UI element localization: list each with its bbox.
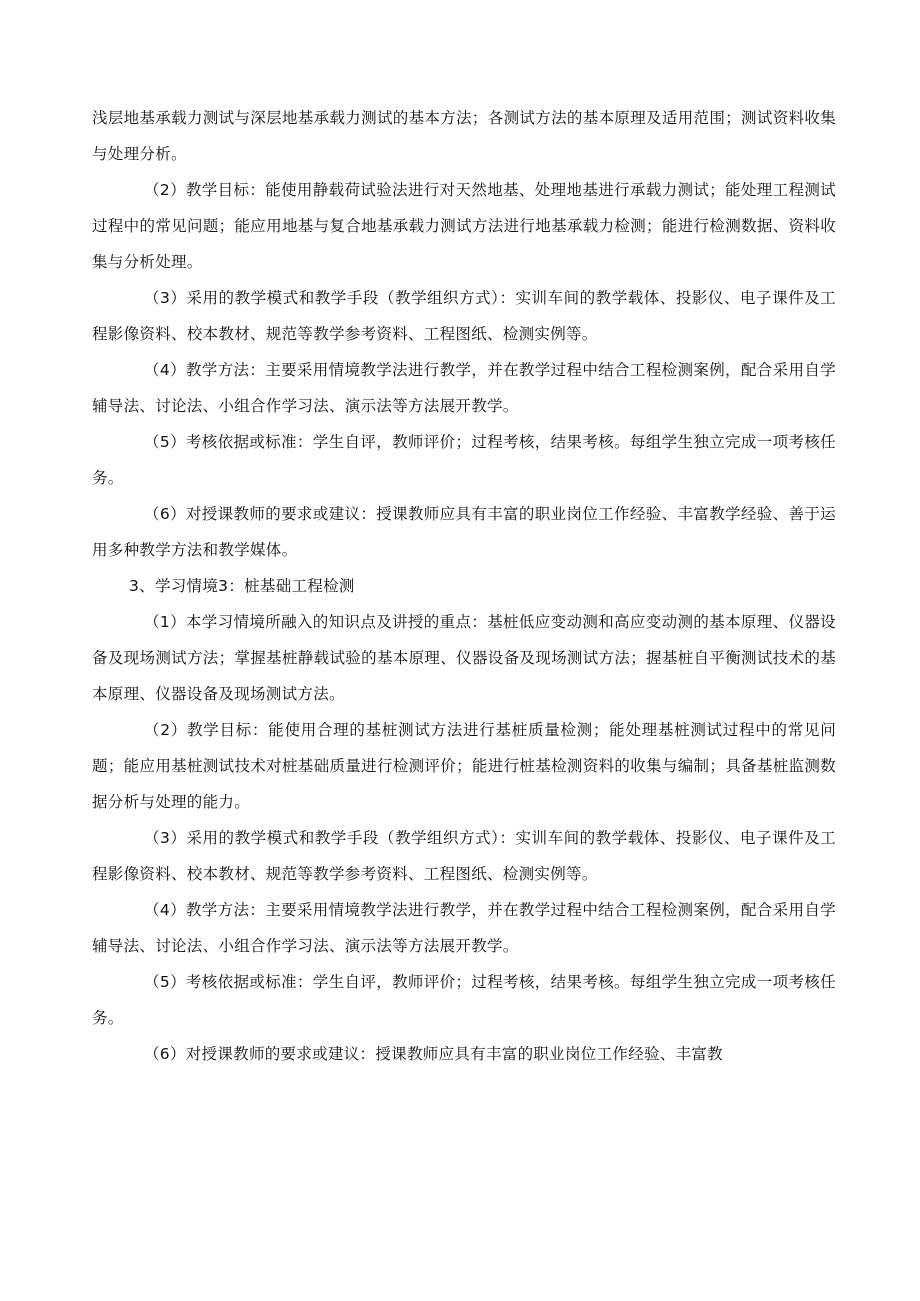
paragraph-teacher-requirements-2: （6）对授课教师的要求或建议：授课教师应具有丰富的职业岗位工作经验、丰富教学经验、善于运用多种教学方法和教学媒体。 xyxy=(92,505,836,559)
paragraph-knowledge-points-3: （1）本学习情境所融入的知识点及讲授的重点：基桩低应变动测和高应变动测的基本原理、仪器设备及现场测试方法；掌握基桩静载试验的基本原理、仪器设备及现场测试方法；握基桩自平衡测试技术的基本原理、仪器设备及现场测试方法。 xyxy=(92,613,836,703)
paragraph-teacher-requirements-3: （6）对授课教师的要求或建议：授课教师应具有丰富的职业岗位工作经验、丰富教 xyxy=(144,1045,723,1063)
section-heading-situation-3: 3、学习情境3：桩基础工程检测 xyxy=(129,577,355,595)
paragraph-continuation: 浅层地基承载力测试与深层地基承载力测试的基本方法；各测试方法的基本原理及适用范围；测试资料收集与处理分析。 xyxy=(92,109,836,163)
paragraph-teaching-mode-3: （3）采用的教学模式和教学手段（教学组织方式）：实训车间的教学载体、投影仪、电子课件及工程影像资料、校本教材、规范等教学参考资料、工程图纸、检测实例等。 xyxy=(92,829,836,883)
paragraph-teaching-goal-3: （2）教学目标：能使用合理的基桩测试方法进行基桩质量检测；能处理基桩测试过程中的常见问题；能应用基桩测试技术对桩基础质量进行检测评价；能进行桩基检测资料的收集与编制；具备基桩监测数据分析与处理的能力。 xyxy=(92,721,836,811)
paragraph-assessment-2: （5）考核依据或标准：学生自评，教师评价；过程考核，结果考核。每组学生独立完成一项考核任务。 xyxy=(92,433,836,487)
paragraph-assessment-3: （5）考核依据或标准：学生自评，教师评价；过程考核，结果考核。每组学生独立完成一项考核任务。 xyxy=(92,973,836,1027)
paragraph-teaching-goal-2: （2）教学目标：能使用静载荷试验法进行对天然地基、处理地基进行承载力测试；能处理工程测试过程中的常见问题；能应用地基与复合地基承载力测试方法进行地基承载力检测；能进行检测数据、资料收集与分析处理。 xyxy=(92,181,836,271)
paragraph-teaching-method-2: （4）教学方法：主要采用情境教学法进行教学，并在教学过程中结合工程检测案例，配合采用自学辅导法、讨论法、小组合作学习法、演示法等方法展开教学。 xyxy=(92,361,836,415)
paragraph-teaching-mode-2: （3）采用的教学模式和教学手段（教学组织方式）：实训车间的教学载体、投影仪、电子课件及工程影像资料、校本教材、规范等教学参考资料、工程图纸、检测实例等。 xyxy=(92,289,836,343)
paragraph-teaching-method-3: （4）教学方法：主要采用情境教学法进行教学，并在教学过程中结合工程检测案例，配合采用自学辅导法、讨论法、小组合作学习法、演示法等方法展开教学。 xyxy=(92,901,836,955)
document-page xyxy=(92,100,836,1072)
